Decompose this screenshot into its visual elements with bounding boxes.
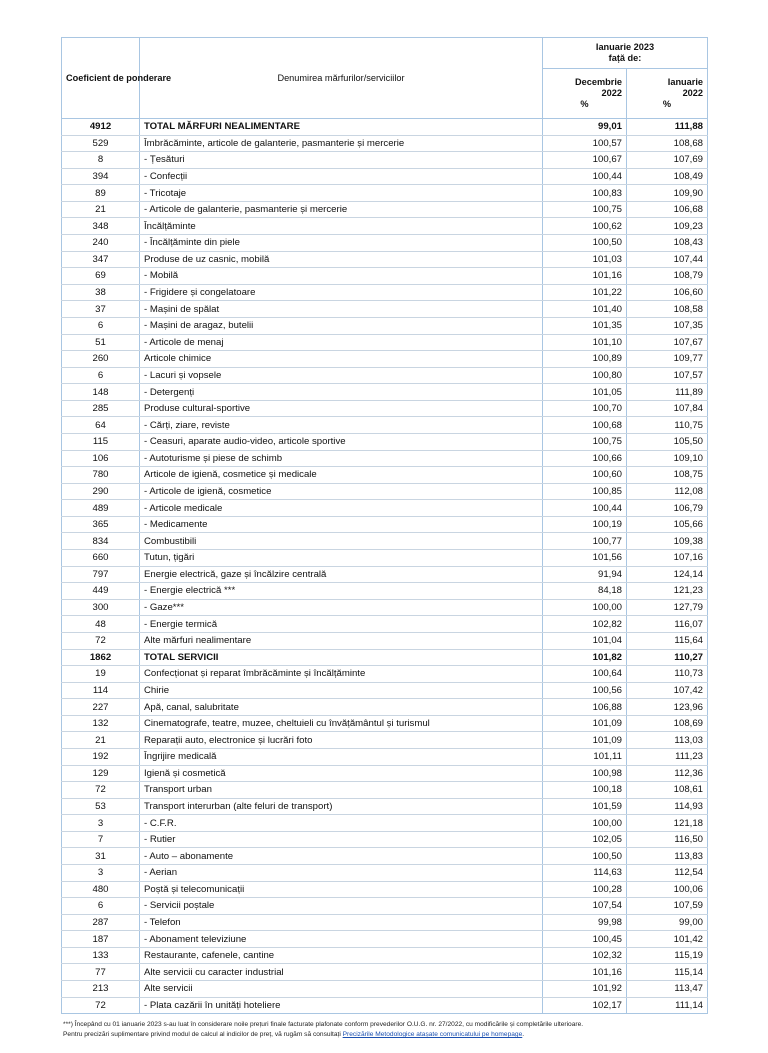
header-december-l3: % [580, 99, 589, 110]
cell-item-name: - Mașini de spălat [140, 301, 543, 318]
cell-vs-december: 100,56 [543, 682, 627, 699]
cell-item-name: Energie electrică, gaze și încălzire centrală [140, 566, 543, 583]
table-row [62, 500, 708, 517]
cell-vs-december: 100,83 [543, 185, 627, 202]
cell-coefficient: 21 [62, 732, 140, 749]
cell-item-name: TOTAL SERVICII [140, 649, 543, 666]
cell-vs-december: 101,82 [543, 649, 627, 666]
cell-item-name: Alte servicii [140, 981, 543, 998]
cell-coefficient: 394 [62, 168, 140, 185]
cell-coefficient: 21 [62, 201, 140, 218]
cell-vs-january: 106,79 [627, 500, 708, 517]
cell-item-name: Poștă și telecomunicații [140, 881, 543, 898]
cell-vs-january: 107,59 [627, 898, 708, 915]
cell-coefficient: 31 [62, 848, 140, 865]
cell-vs-december: 100,75 [543, 433, 627, 450]
cell-vs-december: 102,05 [543, 831, 627, 848]
cell-vs-january: 113,47 [627, 981, 708, 998]
table-row [62, 914, 708, 931]
cell-vs-january: 112,54 [627, 865, 708, 882]
cell-vs-january: 116,50 [627, 831, 708, 848]
table-row [62, 815, 708, 832]
cell-coefficient: 287 [62, 914, 140, 931]
cell-coefficient: 348 [62, 218, 140, 235]
price-index-table [61, 37, 708, 1014]
table-row [62, 483, 708, 500]
table-row [62, 748, 708, 765]
cell-vs-january: 109,10 [627, 450, 708, 467]
cell-coefficient: 6 [62, 367, 140, 384]
cell-vs-january: 109,23 [627, 218, 708, 235]
header-period [543, 38, 708, 69]
cell-coefficient: 106 [62, 450, 140, 467]
cell-item-name: - Articole de igienă, cosmetice [140, 483, 543, 500]
cell-vs-december: 102,17 [543, 997, 627, 1014]
cell-item-name: Îmbrăcăminte, articole de galanterie, pasmanterie și mercerie [140, 135, 543, 152]
cell-item-name: - Detergenți [140, 384, 543, 401]
cell-vs-december: 100,57 [543, 135, 627, 152]
cell-coefficient: 1862 [62, 649, 140, 666]
cell-vs-january: 108,75 [627, 467, 708, 484]
cell-item-name: Încălțăminte [140, 218, 543, 235]
cell-coefficient: 69 [62, 268, 140, 285]
table-row [62, 765, 708, 782]
cell-vs-december: 100,50 [543, 235, 627, 252]
cell-vs-december: 101,16 [543, 964, 627, 981]
cell-item-name: - Medicamente [140, 516, 543, 533]
cell-vs-january: 109,38 [627, 533, 708, 550]
cell-coefficient: 449 [62, 583, 140, 600]
cell-coefficient: 8 [62, 152, 140, 169]
cell-item-name: Confecționat și reparat îmbrăcăminte și încălțăminte [140, 666, 543, 683]
cell-vs-january: 121,18 [627, 815, 708, 832]
cell-item-name: - Articole de galanterie, pasmanterie și mercerie [140, 201, 543, 218]
cell-vs-december: 100,77 [543, 533, 627, 550]
cell-vs-january: 107,69 [627, 152, 708, 169]
cell-vs-december: 100,67 [543, 152, 627, 169]
table-row [62, 168, 708, 185]
table-row [62, 201, 708, 218]
cell-vs-january: 107,57 [627, 367, 708, 384]
cell-coefficient: 114 [62, 682, 140, 699]
table-row [62, 931, 708, 948]
cell-vs-january: 108,69 [627, 715, 708, 732]
cell-item-name: - Mobilă [140, 268, 543, 285]
cell-coefficient: 7 [62, 831, 140, 848]
cell-item-name: Cinematografe, teatre, muzee, cheltuieli cu învățământul și turismul [140, 715, 543, 732]
cell-coefficient: 187 [62, 931, 140, 948]
table-row [62, 699, 708, 716]
cell-coefficient: 240 [62, 235, 140, 252]
cell-coefficient: 19 [62, 666, 140, 683]
cell-coefficient: 4912 [62, 119, 140, 136]
cell-vs-january: 112,08 [627, 483, 708, 500]
cell-vs-january: 113,03 [627, 732, 708, 749]
cell-item-name: - Mașini de aragaz, butelii [140, 317, 543, 334]
cell-vs-january: 99,00 [627, 914, 708, 931]
cell-item-name: Transport interurban (alte feluri de transport) [140, 798, 543, 815]
cell-item-name: Articole de igienă, cosmetice și medicale [140, 467, 543, 484]
table-row [62, 964, 708, 981]
cell-coefficient: 133 [62, 947, 140, 964]
cell-vs-january: 108,43 [627, 235, 708, 252]
table-row [62, 268, 708, 285]
cell-vs-january: 124,14 [627, 566, 708, 583]
cell-vs-december: 100,44 [543, 500, 627, 517]
cell-coefficient: 53 [62, 798, 140, 815]
cell-item-name: - Lacuri și vopsele [140, 367, 543, 384]
header-january-l1: Ianuarie [667, 77, 704, 88]
table-row [62, 782, 708, 799]
header-december [543, 69, 627, 119]
cell-vs-january: 114,93 [627, 798, 708, 815]
cell-item-name: Combustibili [140, 533, 543, 550]
cell-coefficient: 192 [62, 748, 140, 765]
table-row [62, 997, 708, 1014]
cell-vs-january: 109,90 [627, 185, 708, 202]
cell-vs-december: 101,59 [543, 798, 627, 815]
cell-coefficient: 260 [62, 351, 140, 368]
footnote-line2-end: . [522, 1031, 525, 1038]
cell-vs-january: 101,42 [627, 931, 708, 948]
cell-vs-january: 109,77 [627, 351, 708, 368]
table-row [62, 417, 708, 434]
cell-vs-january: 111,88 [627, 119, 708, 136]
cell-vs-december: 101,40 [543, 301, 627, 318]
cell-item-name: - Ceasuri, aparate audio-video, articole sportive [140, 433, 543, 450]
cell-item-name: - Articole de menaj [140, 334, 543, 351]
cell-item-name: - Aerian [140, 865, 543, 882]
footnotes [63, 1020, 763, 1040]
cell-item-name: TOTAL MĂRFURI NEALIMENTARE [140, 119, 543, 136]
table-row [62, 450, 708, 467]
cell-item-name: Restaurante, cafenele, cantine [140, 947, 543, 964]
header-january [627, 69, 708, 119]
cell-coefficient: 480 [62, 881, 140, 898]
cell-vs-december: 101,35 [543, 317, 627, 334]
header-january-l2: 2022 [682, 88, 704, 99]
cell-vs-december: 107,54 [543, 898, 627, 915]
cell-coefficient: 72 [62, 997, 140, 1014]
table-row [62, 583, 708, 600]
table-row [62, 235, 708, 252]
cell-coefficient: 213 [62, 981, 140, 998]
table-row [62, 881, 708, 898]
cell-vs-december: 102,82 [543, 616, 627, 633]
table-row [62, 566, 708, 583]
cell-vs-january: 110,73 [627, 666, 708, 683]
table-row [62, 135, 708, 152]
cell-vs-january: 121,23 [627, 583, 708, 600]
cell-vs-january: 100,06 [627, 881, 708, 898]
table-row [62, 516, 708, 533]
table-row [62, 284, 708, 301]
cell-vs-january: 108,58 [627, 301, 708, 318]
cell-coefficient: 227 [62, 699, 140, 716]
cell-item-name: - Auto – abonamente [140, 848, 543, 865]
footnote-line1: ***) Începând cu 01 ianuarie 2023 s-au luat în considerare noile prețuri finale facturate plafonate conform prevederilor O.U.G. nr. 27/2022, cu modificările și completările ulterioare. [63, 1021, 584, 1028]
cell-coefficient: 797 [62, 566, 140, 583]
table-row [62, 715, 708, 732]
cell-vs-january: 115,64 [627, 632, 708, 649]
table-row [62, 367, 708, 384]
cell-item-name: Articole chimice [140, 351, 543, 368]
cell-vs-december: 101,03 [543, 251, 627, 268]
cell-item-name: - Cărți, ziare, reviste [140, 417, 543, 434]
cell-item-name: - Autoturisme și piese de schimb [140, 450, 543, 467]
cell-vs-january: 115,19 [627, 947, 708, 964]
cell-vs-january: 107,16 [627, 550, 708, 567]
table-row [62, 251, 708, 268]
cell-vs-january: 106,68 [627, 201, 708, 218]
cell-item-name: Alte servicii cu caracter industrial [140, 964, 543, 981]
cell-vs-december: 100,98 [543, 765, 627, 782]
table-row [62, 632, 708, 649]
table-row [62, 947, 708, 964]
cell-vs-december: 100,28 [543, 881, 627, 898]
cell-item-name: Produse de uz casnic, mobilă [140, 251, 543, 268]
table-row [62, 865, 708, 882]
cell-coefficient: 37 [62, 301, 140, 318]
cell-item-name: - Energie electrică *** [140, 583, 543, 600]
table-row [62, 599, 708, 616]
cell-item-name: - Confecții [140, 168, 543, 185]
cell-coefficient: 72 [62, 632, 140, 649]
cell-vs-january: 107,35 [627, 317, 708, 334]
cell-coefficient: 48 [62, 616, 140, 633]
cell-vs-december: 101,92 [543, 981, 627, 998]
table-row [62, 848, 708, 865]
table-row [62, 400, 708, 417]
cell-item-name: Transport urban [140, 782, 543, 799]
table-row [62, 152, 708, 169]
cell-coefficient: 6 [62, 898, 140, 915]
table-row [62, 533, 708, 550]
cell-coefficient: 489 [62, 500, 140, 517]
cell-item-name: Reparații auto, electronice și lucrări foto [140, 732, 543, 749]
cell-item-name: Apă, canal, salubritate [140, 699, 543, 716]
cell-vs-january: 108,49 [627, 168, 708, 185]
table-row [62, 616, 708, 633]
header-name: Denumirea mărfurilor/serviciilor [140, 38, 543, 119]
header-period-line1: Ianuarie 2023 [595, 42, 655, 53]
cell-vs-january: 105,66 [627, 516, 708, 533]
cell-coefficient: 38 [62, 284, 140, 301]
table-row [62, 898, 708, 915]
table-row [62, 550, 708, 567]
cell-vs-december: 100,00 [543, 599, 627, 616]
cell-vs-january: 113,83 [627, 848, 708, 865]
cell-coefficient: 3 [62, 815, 140, 832]
cell-vs-december: 100,18 [543, 782, 627, 799]
cell-item-name: - Abonament televiziune [140, 931, 543, 948]
cell-item-name: - Tricotaje [140, 185, 543, 202]
cell-vs-january: 110,75 [627, 417, 708, 434]
cell-vs-december: 99,01 [543, 119, 627, 136]
table-row [62, 301, 708, 318]
cell-vs-december: 100,44 [543, 168, 627, 185]
cell-coefficient: 347 [62, 251, 140, 268]
cell-vs-december: 99,98 [543, 914, 627, 931]
cell-coefficient: 365 [62, 516, 140, 533]
cell-coefficient: 89 [62, 185, 140, 202]
cell-item-name: - Țesături [140, 152, 543, 169]
header-january-l3: % [662, 99, 672, 110]
cell-coefficient: 77 [62, 964, 140, 981]
cell-vs-december: 100,62 [543, 218, 627, 235]
cell-vs-december: 100,19 [543, 516, 627, 533]
cell-vs-december: 91,94 [543, 566, 627, 583]
cell-vs-december: 101,05 [543, 384, 627, 401]
table-body [62, 119, 708, 1014]
table-row [62, 831, 708, 848]
cell-vs-december: 101,16 [543, 268, 627, 285]
footnote-line2-text: Pentru precizări suplimentare privind modul de calcul al indicilor de preț, vă rugăm să consultați [63, 1031, 343, 1038]
cell-vs-january: 108,68 [627, 135, 708, 152]
cell-vs-january: 111,14 [627, 997, 708, 1014]
cell-item-name: - Articole medicale [140, 500, 543, 517]
cell-vs-january: 115,14 [627, 964, 708, 981]
table-row [62, 732, 708, 749]
cell-vs-december: 84,18 [543, 583, 627, 600]
cell-vs-december: 100,89 [543, 351, 627, 368]
cell-vs-january: 116,07 [627, 616, 708, 633]
cell-vs-december: 100,70 [543, 400, 627, 417]
cell-coefficient: 3 [62, 865, 140, 882]
cell-vs-january: 107,84 [627, 400, 708, 417]
cell-coefficient: 129 [62, 765, 140, 782]
cell-coefficient: 6 [62, 317, 140, 334]
cell-coefficient: 72 [62, 782, 140, 799]
table-row [62, 467, 708, 484]
cell-coefficient: 115 [62, 433, 140, 450]
table-header [62, 38, 708, 119]
table-row [62, 334, 708, 351]
cell-vs-december: 100,66 [543, 450, 627, 467]
cell-coefficient: 148 [62, 384, 140, 401]
cell-vs-january: 105,50 [627, 433, 708, 450]
cell-coefficient: 132 [62, 715, 140, 732]
table-row [62, 682, 708, 699]
cell-item-name: Tutun, țigări [140, 550, 543, 567]
cell-vs-december: 100,00 [543, 815, 627, 832]
cell-item-name: - Plata cazării în unități hoteliere [140, 997, 543, 1014]
cell-vs-december: 106,88 [543, 699, 627, 716]
table-row [62, 317, 708, 334]
cell-coefficient: 285 [62, 400, 140, 417]
cell-vs-january: 107,67 [627, 334, 708, 351]
table-row [62, 649, 708, 666]
cell-vs-december: 101,09 [543, 715, 627, 732]
table-row [62, 666, 708, 683]
header-december-l1: Decembrie [575, 77, 622, 88]
table-row [62, 981, 708, 998]
cell-coefficient: 51 [62, 334, 140, 351]
cell-vs-december: 102,32 [543, 947, 627, 964]
cell-coefficient: 529 [62, 135, 140, 152]
footnote-line2 [63, 1030, 763, 1040]
cell-item-name: - Frigidere și congelatoare [140, 284, 543, 301]
cell-item-name: - Încălțăminte din piele [140, 235, 543, 252]
cell-item-name: Alte mărfuri nealimentare [140, 632, 543, 649]
table-row [62, 433, 708, 450]
table-row [62, 384, 708, 401]
cell-vs-december: 100,50 [543, 848, 627, 865]
table-row [62, 351, 708, 368]
cell-vs-december: 101,22 [543, 284, 627, 301]
cell-item-name: Igienă și cosmetică [140, 765, 543, 782]
header-period-line2: față de: [608, 53, 642, 64]
cell-item-name: - Gaze*** [140, 599, 543, 616]
cell-vs-december: 101,56 [543, 550, 627, 567]
cell-item-name: Îngrijire medicală [140, 748, 543, 765]
table-row [62, 798, 708, 815]
methodology-link[interactable]: Precizările Metodologice atașate comunicatului pe homepage [342, 1031, 523, 1038]
cell-vs-december: 100,60 [543, 467, 627, 484]
cell-coefficient: 290 [62, 483, 140, 500]
cell-item-name: - Telefon [140, 914, 543, 931]
cell-vs-december: 100,45 [543, 931, 627, 948]
cell-vs-december: 114,63 [543, 865, 627, 882]
cell-vs-january: 108,61 [627, 782, 708, 799]
cell-coefficient: 660 [62, 550, 140, 567]
cell-vs-january: 107,42 [627, 682, 708, 699]
header-coef: Coeficient de ponderare [62, 38, 140, 119]
cell-vs-december: 100,68 [543, 417, 627, 434]
table-row [62, 119, 708, 136]
cell-vs-december: 101,04 [543, 632, 627, 649]
cell-vs-january: 108,79 [627, 268, 708, 285]
header-december-l2: 2022 [601, 88, 622, 99]
cell-vs-december: 101,10 [543, 334, 627, 351]
cell-vs-january: 107,44 [627, 251, 708, 268]
table-row [62, 185, 708, 202]
cell-vs-january: 106,60 [627, 284, 708, 301]
cell-coefficient: 834 [62, 533, 140, 550]
cell-vs-december: 101,09 [543, 732, 627, 749]
cell-item-name: - C.F.R. [140, 815, 543, 832]
cell-vs-january: 112,36 [627, 765, 708, 782]
cell-item-name: - Rutier [140, 831, 543, 848]
cell-item-name: Chirie [140, 682, 543, 699]
cell-item-name: - Energie termică [140, 616, 543, 633]
cell-vs-january: 110,27 [627, 649, 708, 666]
cell-vs-january: 111,23 [627, 748, 708, 765]
cell-vs-january: 127,79 [627, 599, 708, 616]
cell-vs-january: 111,89 [627, 384, 708, 401]
price-index-table-container [61, 37, 707, 1014]
cell-vs-december: 100,75 [543, 201, 627, 218]
cell-vs-december: 100,85 [543, 483, 627, 500]
cell-coefficient: 780 [62, 467, 140, 484]
table-row [62, 218, 708, 235]
cell-vs-december: 100,64 [543, 666, 627, 683]
cell-coefficient: 300 [62, 599, 140, 616]
cell-coefficient: 64 [62, 417, 140, 434]
cell-item-name: - Servicii poștale [140, 898, 543, 915]
cell-vs-december: 101,11 [543, 748, 627, 765]
cell-item-name: Produse cultural-sportive [140, 400, 543, 417]
cell-vs-january: 123,96 [627, 699, 708, 716]
cell-vs-december: 100,80 [543, 367, 627, 384]
